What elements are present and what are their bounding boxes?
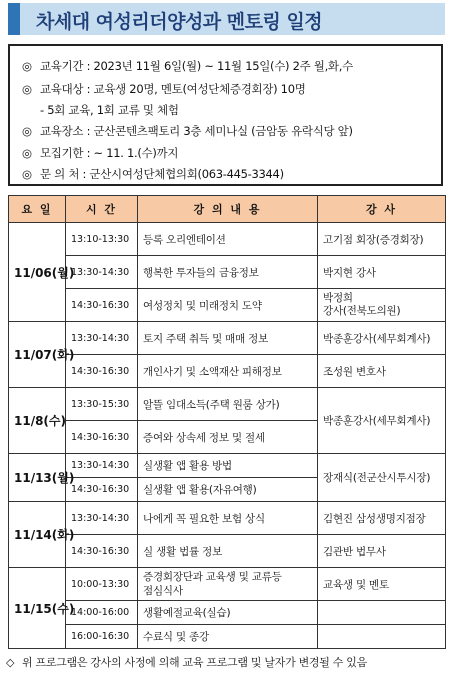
time-cell: 13:30-14:30 xyxy=(66,454,138,478)
info-sessions xyxy=(40,102,179,118)
bullet-icon: ◎ xyxy=(22,146,32,160)
content-cell: 실생활 앱 활용(자유여행) xyxy=(138,478,318,502)
info-deadline xyxy=(22,145,178,161)
teacher-cell: 김현진 삼성생명지점장 xyxy=(318,502,446,535)
info-location xyxy=(22,123,353,139)
teacher-cell: 교육생 및 멘토 xyxy=(318,568,446,601)
time-cell: 13:30-14:30 xyxy=(66,322,138,355)
day-cell: 11/07(화) xyxy=(9,322,66,388)
table-row xyxy=(9,601,446,625)
content-cell: 생활예절교육(실습) xyxy=(138,601,318,625)
teacher-cell: 김관반 법무사 xyxy=(318,535,446,568)
content-cell: 여성정치 및 미래정치 도약 xyxy=(138,289,318,322)
teacher-cell: 박정희 강사(전북도의원) xyxy=(318,289,446,322)
info-target-text: 교육대상 : 교육생 20명, 멘토(여성단체증경회장) 10명 xyxy=(40,82,306,96)
info-location-text: 교육장소 : 군산콘텐츠팩토리 3층 세미나실 (금암동 유락식당 앞) xyxy=(40,124,353,138)
content-cell: 개인사기 및 소액재산 피해정보 xyxy=(138,355,318,388)
bullet-icon: ◎ xyxy=(22,167,32,181)
content-cell: 알뜰 임대소득(주택 원룸 상가) xyxy=(138,388,318,421)
time-cell: 13:10-13:30 xyxy=(66,223,138,256)
content-cell: 수료식 및 종강 xyxy=(138,625,318,649)
page-title: 차세대 여성리더양성과 멘토링 일정 xyxy=(36,11,323,33)
table-row xyxy=(9,256,446,289)
header-teacher: 강 사 xyxy=(318,196,446,223)
time-cell: 13:30-14:30 xyxy=(66,502,138,535)
table-row xyxy=(9,355,446,388)
header-content: 강 의 내 용 xyxy=(138,196,318,223)
content-cell: 실생활 앱 활용 방법 xyxy=(138,454,318,478)
table-row xyxy=(9,289,446,322)
schedule-table xyxy=(8,195,446,649)
time-cell: 14:30-16:30 xyxy=(66,535,138,568)
table-row xyxy=(9,625,446,649)
bullet-icon: ◎ xyxy=(22,59,32,73)
content-cell: 증경회장단과 교육생 및 교류등 점심식사 xyxy=(138,568,318,601)
table-row xyxy=(9,322,446,355)
info-period-text: 교육기간 : 2023년 11월 6일(월) ~ 11월 15일(수) 2주 월,화,수 xyxy=(40,59,353,73)
table-row xyxy=(9,454,446,478)
content-cell: 실 생활 법률 정보 xyxy=(138,535,318,568)
time-cell: 14:00-16:00 xyxy=(66,601,138,625)
day-cell: 11/14(화) xyxy=(9,502,66,568)
title-banner xyxy=(8,3,445,35)
time-cell: 16:00-16:30 xyxy=(66,625,138,649)
content-cell: 나에게 꼭 필요한 보험 상식 xyxy=(138,502,318,535)
header-day: 요 일 xyxy=(9,196,66,223)
day-cell: 11/06(월) xyxy=(9,223,66,322)
footer-note xyxy=(6,654,367,670)
time-cell: 13:30-15:30 xyxy=(66,388,138,421)
table-row xyxy=(9,388,446,421)
info-period xyxy=(22,58,353,74)
content-cell: 등록 오리엔테이션 xyxy=(138,223,318,256)
table-row xyxy=(9,568,446,601)
teacher-cell: 장재식(전군산시투시장) xyxy=(318,454,446,502)
time-cell: 14:30-16:30 xyxy=(66,478,138,502)
time-cell: 14:30-16:30 xyxy=(66,289,138,322)
time-cell: 13:30-14:30 xyxy=(66,256,138,289)
teacher-cell: 조성원 변호사 xyxy=(318,355,446,388)
day-cell: 11/15(수) xyxy=(9,568,66,649)
info-sessions-text: - 5회 교육, 1회 교류 및 체험 xyxy=(40,103,179,117)
teacher-cell: 고기점 회장(증경회장) xyxy=(318,223,446,256)
teacher-cell: 박종훈강사(세무회계사) xyxy=(318,388,446,454)
day-cell: 11/13(월) xyxy=(9,454,66,502)
teacher-cell: 박종훈강사(세무회계사) xyxy=(318,322,446,355)
teacher-cell xyxy=(318,625,446,649)
info-contact-text: 문 의 처 : 군산시여성단체협의회(063-445-3344) xyxy=(40,167,284,181)
day-cell: 11/8(수) xyxy=(9,388,66,454)
header-time: 시 간 xyxy=(66,196,138,223)
time-cell: 10:00-13:30 xyxy=(66,568,138,601)
table-row xyxy=(9,223,446,256)
footer-text: 위 프로그램은 강사의 사정에 의해 교육 프로그램 및 날자가 변경될 수 있음 xyxy=(22,656,367,669)
info-contact xyxy=(22,166,284,182)
content-cell: 증여와 상속세 정보 및 절세 xyxy=(138,421,318,454)
info-box xyxy=(8,44,443,186)
time-cell: 14:30-16:30 xyxy=(66,421,138,454)
table-row xyxy=(9,502,446,535)
bullet-icon: ◎ xyxy=(22,124,32,138)
bullet-icon: ◎ xyxy=(22,82,32,96)
table-row xyxy=(9,535,446,568)
time-cell: 14:30-16:30 xyxy=(66,355,138,388)
info-deadline-text: 모집기한 : ~ 11. 1.(수)까지 xyxy=(40,146,179,160)
info-target xyxy=(22,81,306,97)
teacher-cell xyxy=(318,601,446,625)
diamond-icon: ◇ xyxy=(6,656,15,669)
content-cell: 행복한 투자들의 금융정보 xyxy=(138,256,318,289)
title-accent-bar xyxy=(8,3,20,35)
content-cell: 토지 주택 취득 및 매매 정보 xyxy=(138,322,318,355)
teacher-cell: 박지현 강사 xyxy=(318,256,446,289)
